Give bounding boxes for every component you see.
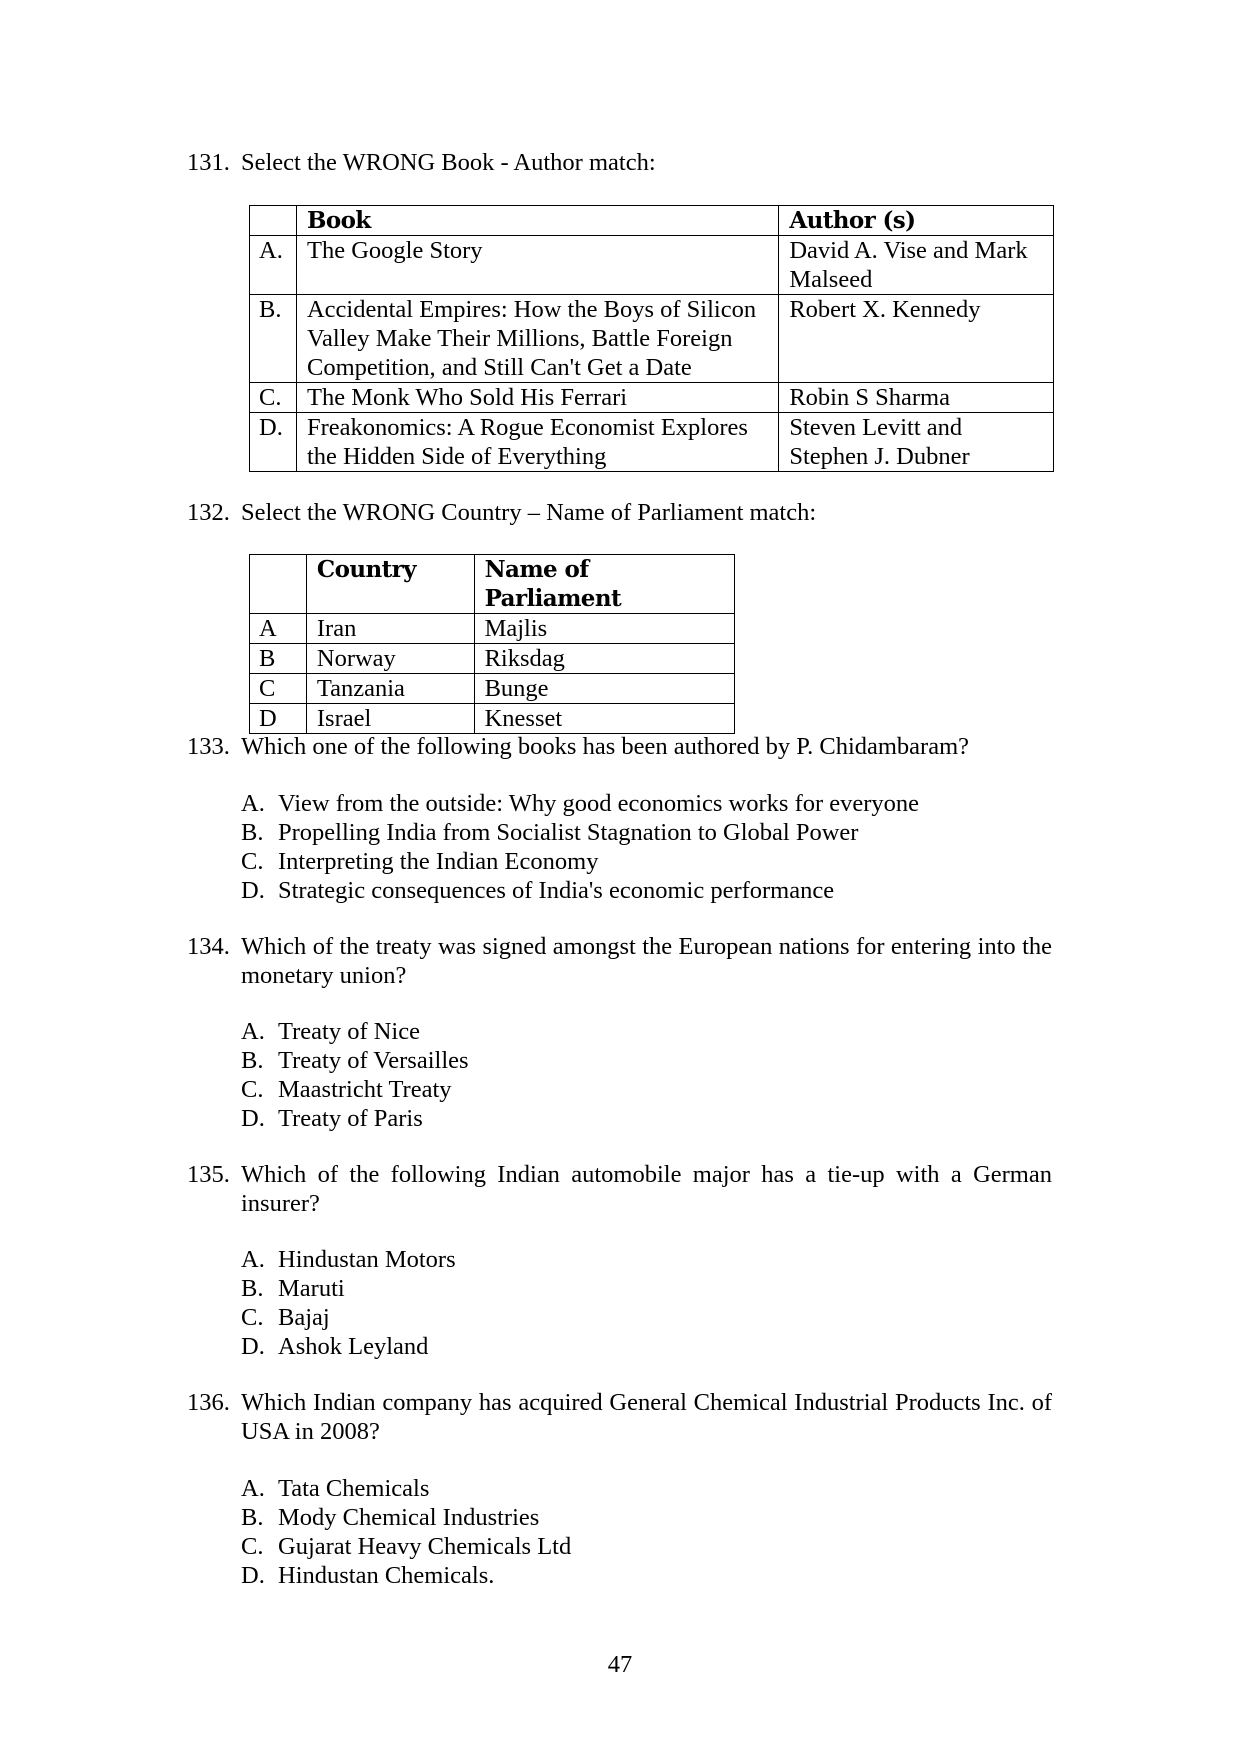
table-row <box>250 704 735 734</box>
option-label: D. <box>241 1333 265 1360</box>
table-row <box>250 644 735 674</box>
country-parliament-table <box>249 554 735 734</box>
author-cell: Robin S Sharma <box>779 383 1054 413</box>
option-text: Hindustan Chemicals. <box>278 1562 495 1589</box>
option-item <box>241 847 919 876</box>
option-text: Bajaj <box>278 1304 330 1331</box>
book-author-table <box>249 205 1054 472</box>
option-label: C. <box>241 1304 264 1331</box>
header-cell <box>250 555 307 614</box>
book-cell: The Google Story <box>296 236 778 295</box>
option-label: D. <box>241 877 265 904</box>
question-number: 133. <box>187 733 230 760</box>
option-item <box>241 876 919 905</box>
header-cell: Book <box>296 206 778 236</box>
option-text: Treaty of Nice <box>278 1018 420 1045</box>
option-label: A. <box>241 1475 265 1502</box>
parliament-cell: Bunge <box>474 674 734 704</box>
question-132 <box>187 498 1052 527</box>
options-134 <box>241 1017 469 1133</box>
row-label: C. <box>250 383 297 413</box>
question-text: Which of the following Indian automobile major has a tie-up with a German insurer? <box>241 1161 1052 1217</box>
option-label: A. <box>241 1018 265 1045</box>
country-cell: Israel <box>306 704 474 734</box>
row-label: B <box>250 644 307 674</box>
header-cell: Country <box>306 555 474 614</box>
question-number: 131. <box>187 149 230 176</box>
option-label: C. <box>241 1076 264 1103</box>
option-text: Treaty of Paris <box>278 1105 423 1132</box>
author-cell: Steven Levitt and Stephen J. Dubner <box>779 413 1054 472</box>
header-cell <box>250 206 297 236</box>
option-text: Treaty of Versailles <box>278 1047 469 1074</box>
option-item <box>241 1332 456 1361</box>
header-cell: Name of Parliament <box>474 555 734 614</box>
parliament-cell: Riksdag <box>474 644 734 674</box>
page-number: 47 <box>607 1651 633 1678</box>
parliament-cell: Majlis <box>474 614 734 644</box>
book-cell: Freakonomics: A Rogue Economist Explores the Hidden Side of Everything <box>296 413 778 472</box>
option-item <box>241 1303 456 1332</box>
option-label: C. <box>241 1533 264 1560</box>
option-label: A. <box>241 790 265 817</box>
option-item <box>241 1474 571 1503</box>
book-cell: The Monk Who Sold His Ferrari <box>296 383 778 413</box>
option-label: B. <box>241 1275 264 1302</box>
option-item <box>241 1532 571 1561</box>
option-item <box>241 1017 469 1046</box>
option-text: Interpreting the Indian Economy <box>278 848 599 875</box>
option-item <box>241 1046 469 1075</box>
author-cell: David A. Vise and Mark Malseed <box>779 236 1054 295</box>
table-row <box>250 295 1054 383</box>
option-label: C. <box>241 848 264 875</box>
options-136 <box>241 1474 571 1590</box>
question-text: Which Indian company has acquired General Chemical Industrial Products Inc. of USA in 2008? <box>241 1389 1052 1445</box>
option-text: Gujarat Heavy Chemicals Ltd <box>278 1533 572 1560</box>
option-item <box>241 1274 456 1303</box>
table-header-row <box>250 206 1054 236</box>
book-cell: Accidental Empires: How the Boys of Silicon Valley Make Their Millions, Battle Foreign Competition, and Still Can't Get a Date <box>296 295 778 383</box>
author-cell: Robert X. Kennedy <box>779 295 1054 383</box>
question-number: 134. <box>187 933 230 960</box>
option-text: Ashok Leyland <box>278 1333 429 1360</box>
row-label: A. <box>250 236 297 295</box>
question-number: 135. <box>187 1161 230 1188</box>
parliament-cell: Knesset <box>474 704 734 734</box>
option-text: Maruti <box>278 1275 345 1302</box>
country-cell: Tanzania <box>306 674 474 704</box>
row-label: D. <box>250 413 297 472</box>
option-text: Hindustan Motors <box>278 1246 456 1273</box>
option-text: Maastricht Treaty <box>278 1076 452 1103</box>
option-item <box>241 789 919 818</box>
question-text: Which one of the following books has been authored by P. Chidambaram? <box>241 733 970 760</box>
option-label: B. <box>241 1047 264 1074</box>
question-text: Which of the treaty was signed amongst the European nations for entering into the monetary union? <box>241 933 1052 989</box>
country-cell: Iran <box>306 614 474 644</box>
row-label: C <box>250 674 307 704</box>
option-text: Tata Chemicals <box>278 1475 430 1502</box>
question-131 <box>187 148 1052 177</box>
option-item <box>241 1561 571 1590</box>
question-135 <box>187 1160 1052 1218</box>
options-135 <box>241 1245 456 1361</box>
option-text: View from the outside: Why good economics works for everyone <box>278 790 920 817</box>
table-row <box>250 236 1054 295</box>
option-item <box>241 1104 469 1133</box>
table-row <box>250 674 735 704</box>
question-number: 132. <box>187 499 230 526</box>
country-cell: Norway <box>306 644 474 674</box>
question-136 <box>187 1388 1052 1446</box>
question-number: 136. <box>187 1389 230 1416</box>
option-item <box>241 1503 571 1532</box>
option-text: Propelling India from Socialist Stagnation to Global Power <box>278 819 859 846</box>
header-cell: Author (s) <box>779 206 1054 236</box>
question-134 <box>187 932 1052 990</box>
table-row <box>250 413 1054 472</box>
option-text: Strategic consequences of India's economic performance <box>278 877 835 904</box>
row-label: B. <box>250 295 297 383</box>
table-row <box>250 383 1054 413</box>
option-item <box>241 1245 456 1274</box>
question-text: Select the WRONG Country – Name of Parliament match: <box>241 499 817 526</box>
option-label: A. <box>241 1246 265 1273</box>
option-label: B. <box>241 819 264 846</box>
row-label: D <box>250 704 307 734</box>
option-text: Mody Chemical Industries <box>278 1504 540 1531</box>
option-label: D. <box>241 1105 265 1132</box>
table-row <box>250 614 735 644</box>
option-label: D. <box>241 1562 265 1589</box>
question-text: Select the WRONG Book - Author match: <box>241 149 656 176</box>
table-header-row <box>250 555 735 614</box>
option-item <box>241 818 919 847</box>
row-label: A <box>250 614 307 644</box>
option-label: B. <box>241 1504 264 1531</box>
question-133 <box>187 732 1052 761</box>
options-133 <box>241 789 919 905</box>
option-item <box>241 1075 469 1104</box>
